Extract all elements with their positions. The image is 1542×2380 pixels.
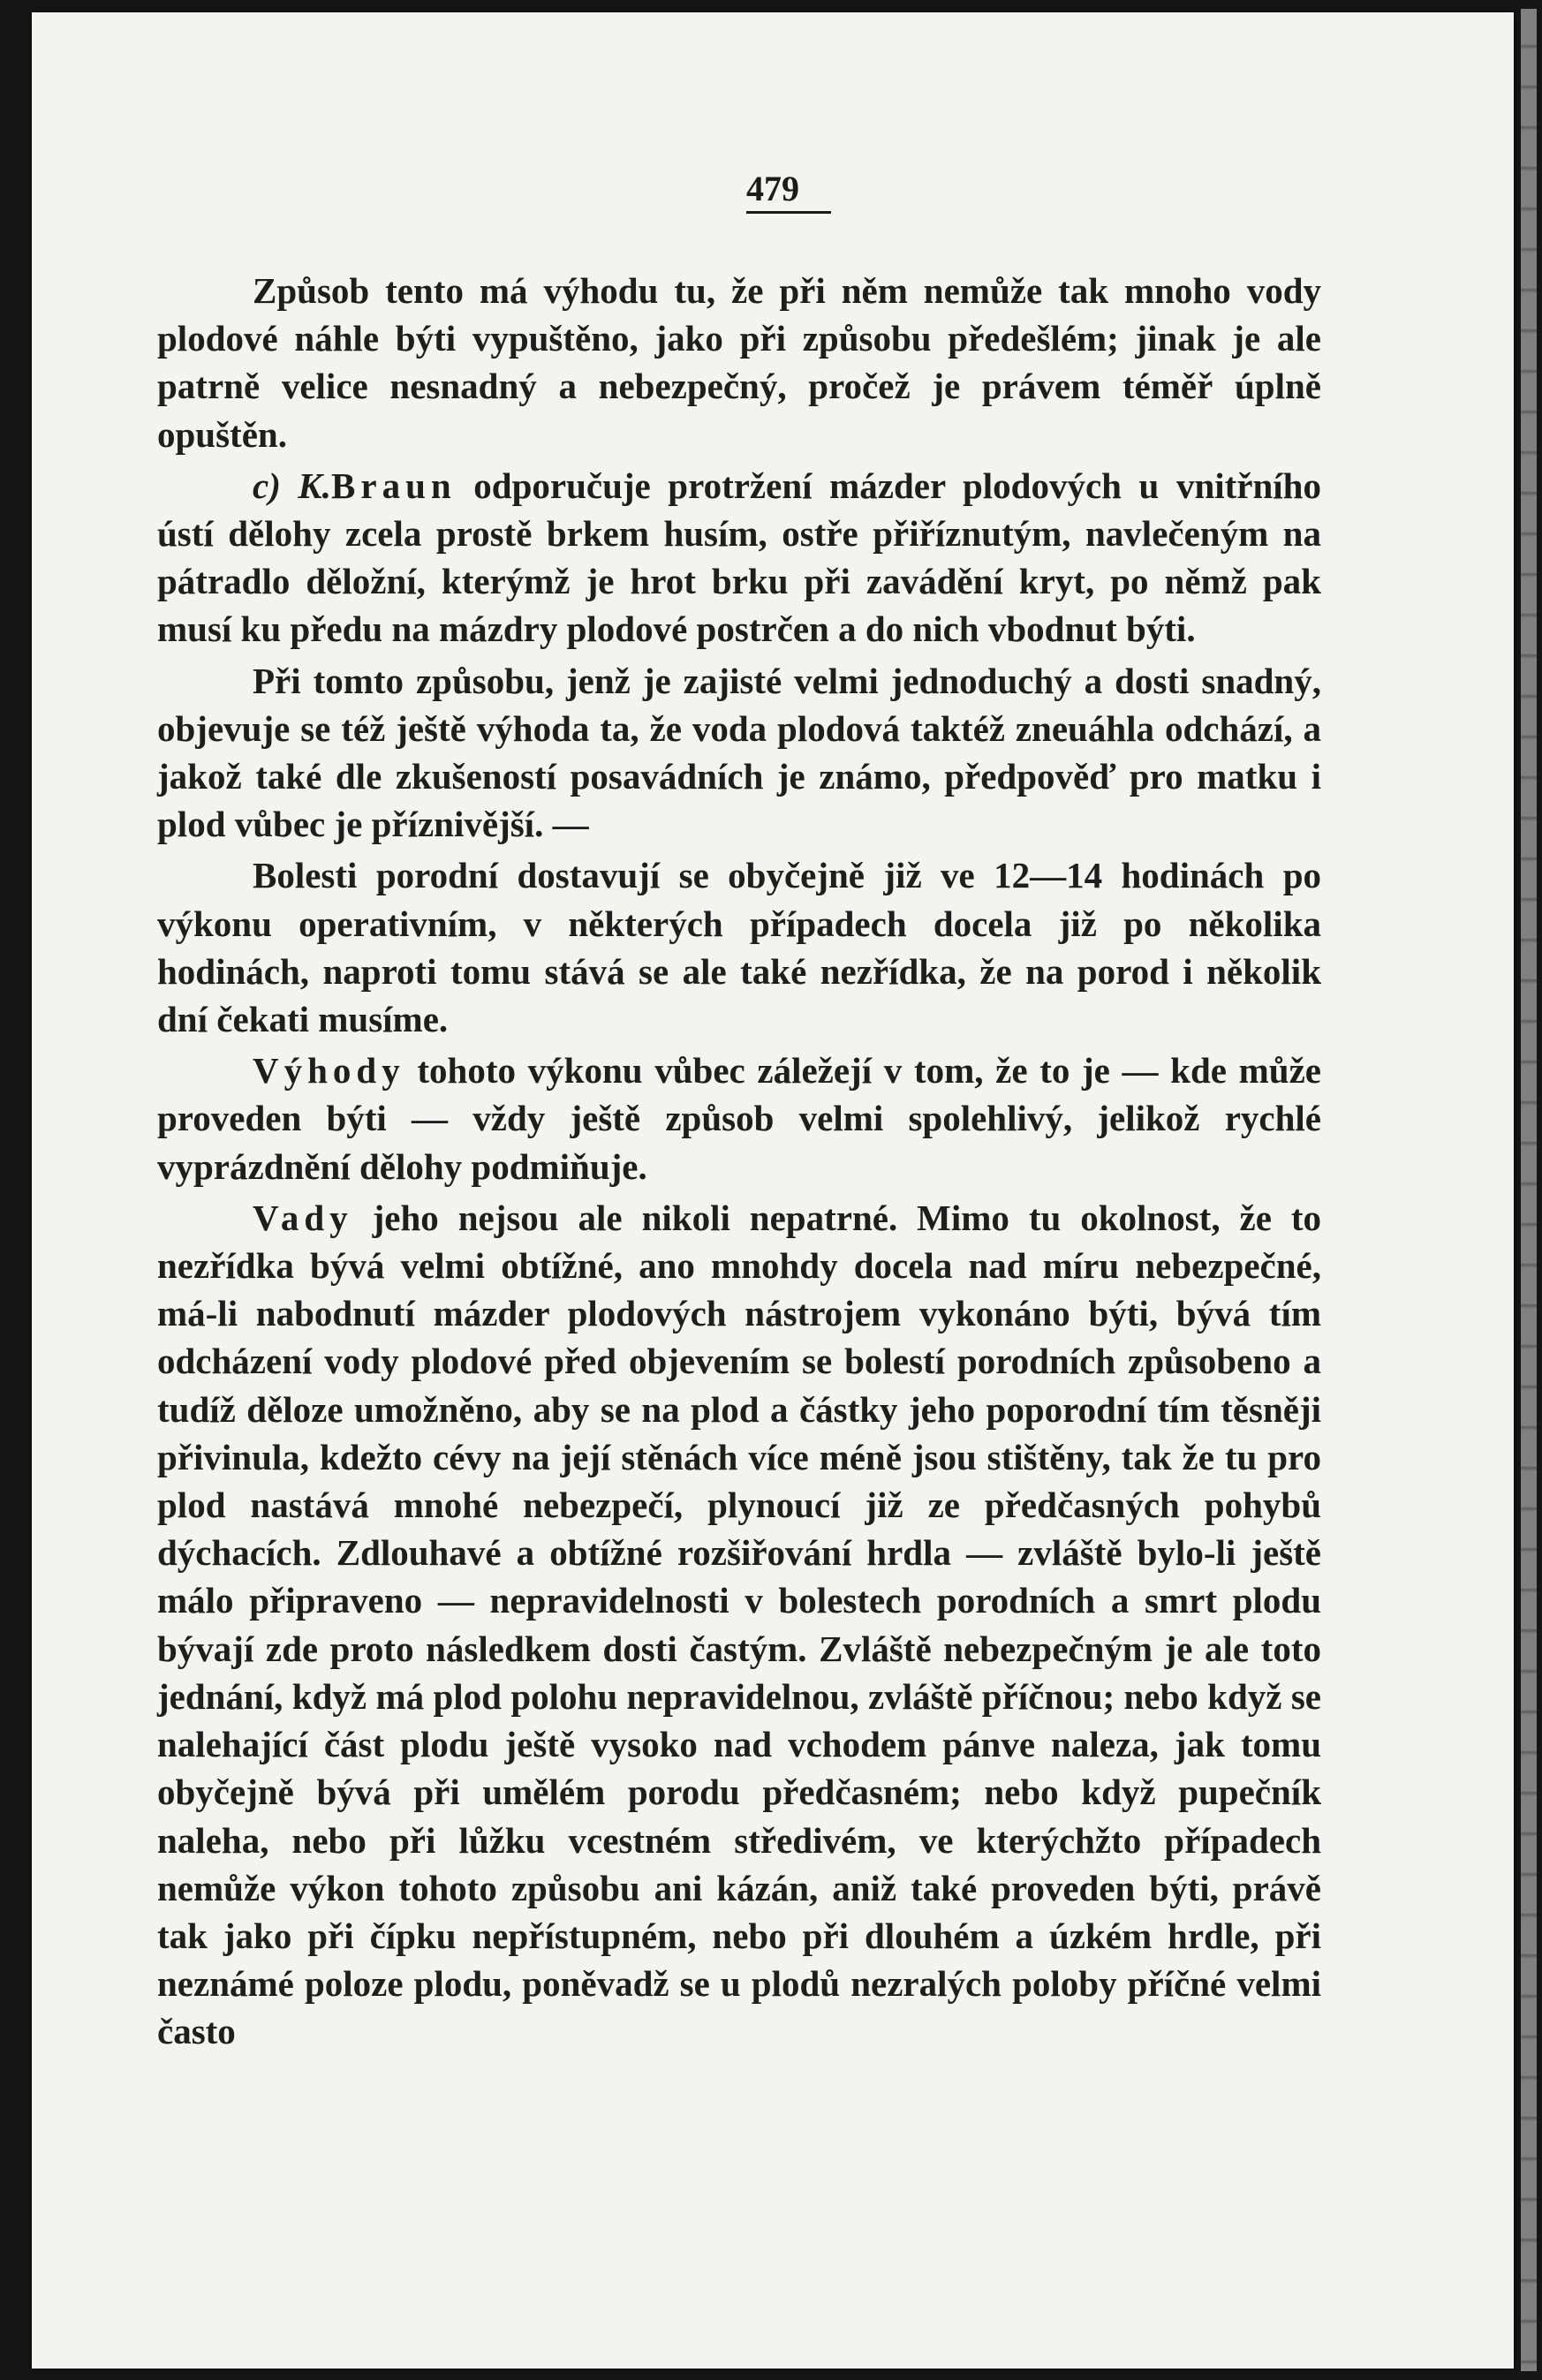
paragraph-2 bbox=[157, 462, 1321, 654]
paragraph-5-lead: Výhody bbox=[253, 1050, 405, 1092]
paragraph-6 bbox=[157, 1194, 1321, 2056]
paragraph-1: Způsob tento má výhodu tu, že při něm nemůže tak mnoho vody plodové náhle býti vypuštěno, jako při způsobu předešlém; jinak je ale patrně velice nesnadný a nebezpečný, pročež je právem téměř úplně opuštěn. bbox=[157, 270, 1321, 455]
paragraph-2-prefix: c) K. bbox=[253, 465, 332, 506]
page-number bbox=[32, 168, 1514, 214]
page-number-rule bbox=[746, 211, 831, 214]
paragraph-3: Při tomto způsobu, jenž je zajisté velmi jednoduchý a dosti snadný, objevuje se též ještě výhoda ta, že voda plodová taktéž zneuáhla odchází, a jakož také dle zkušeností posavádních je známo, předpověď pro matku i plod vůbec je příznivější. — bbox=[157, 660, 1321, 845]
body-text bbox=[157, 267, 1321, 2056]
paragraph-4: Bolesti porodní dostavují se obyčejně již ve 12—14 hodinách po výkonu operativním, v některých případech docela již po několika hodinách, naproti tomu stává se ale také nezřídka, že na porod i několik dní čekati musíme. bbox=[157, 855, 1321, 1040]
paragraph-6-lead: Vady bbox=[253, 1197, 353, 1238]
page-number-text: 479 bbox=[746, 169, 799, 208]
paragraph-2-name: Braun bbox=[331, 465, 457, 506]
paragraph-2-text: odporučuje protržení mázder plodových u vnitřního ústí dělohy zcela prostě brkem husím, ostře přiříznutým, navlečeným na pátradlo děložní, kterýmž je hrot brku při zavádění kryt, po němž pak musí ku předu na mázdry plodové postrčen a do nich vbodnut býti. bbox=[157, 465, 1321, 650]
paragraph-5 bbox=[157, 1046, 1321, 1190]
book-page bbox=[32, 12, 1514, 2369]
book-edge bbox=[1521, 9, 1537, 2371]
paragraph-6-text: jeho nejsou ale nikoli nepatrné. Mimo tu okolnost, že to nezřídka bývá velmi obtížné, ano mnohdy docela nad míru nebezpečné, má-li nabodnutí mázder plodových nástrojem vykonáno býti, bývá tím odcházení vody plodové před objevením se bolestí porodních způsobeno a tudíž děloze umožněno, aby se na plod a částky jeho poporodní tím těsněji přivinula, kdežto cévy na její stěnách více méně jsou stištěny, tak že tu pro plod nastává mnohé nebezpečí, plynoucí již ze předčasných pohybů dýchacích. Zdlouhavé a obtížné rozšiřování hrdla — zvláště bylo-li ještě málo připraveno — nepravidelnosti v bolestech porodních a smrt plodu bývají zde proto následkem dosti častým. Zvláště nebezpečným je ale toto jednání, když má plod polohu nepravidelnou, zvláště příčnou; nebo když se nalehající část plodu ještě vysoko nad vchodem pánve naleza, jak tomu obyčejně bývá při umělém porodu předčasném; nebo když pupečník naleha, nebo při lůžku vcestném středivém, ve kterýchžto případech nemůže výkon tohoto způsobu ani kázán, aniž také proveden býti, právě tak jako při čípku nepřístupném, nebo při dlouhém a úzkém hrdle, při neznámé poloze plodu, poněvadž se u plodů nezralých poloby příčné velmi často bbox=[157, 1197, 1321, 2052]
paragraph-5-text: tohoto výkonu vůbec záležejí v tom, že to je — kde může proveden býti — vždy ještě způsob velmi spolehlivý, jelikož rychlé vyprázdnění dělohy podmiňuje. bbox=[157, 1050, 1321, 1187]
